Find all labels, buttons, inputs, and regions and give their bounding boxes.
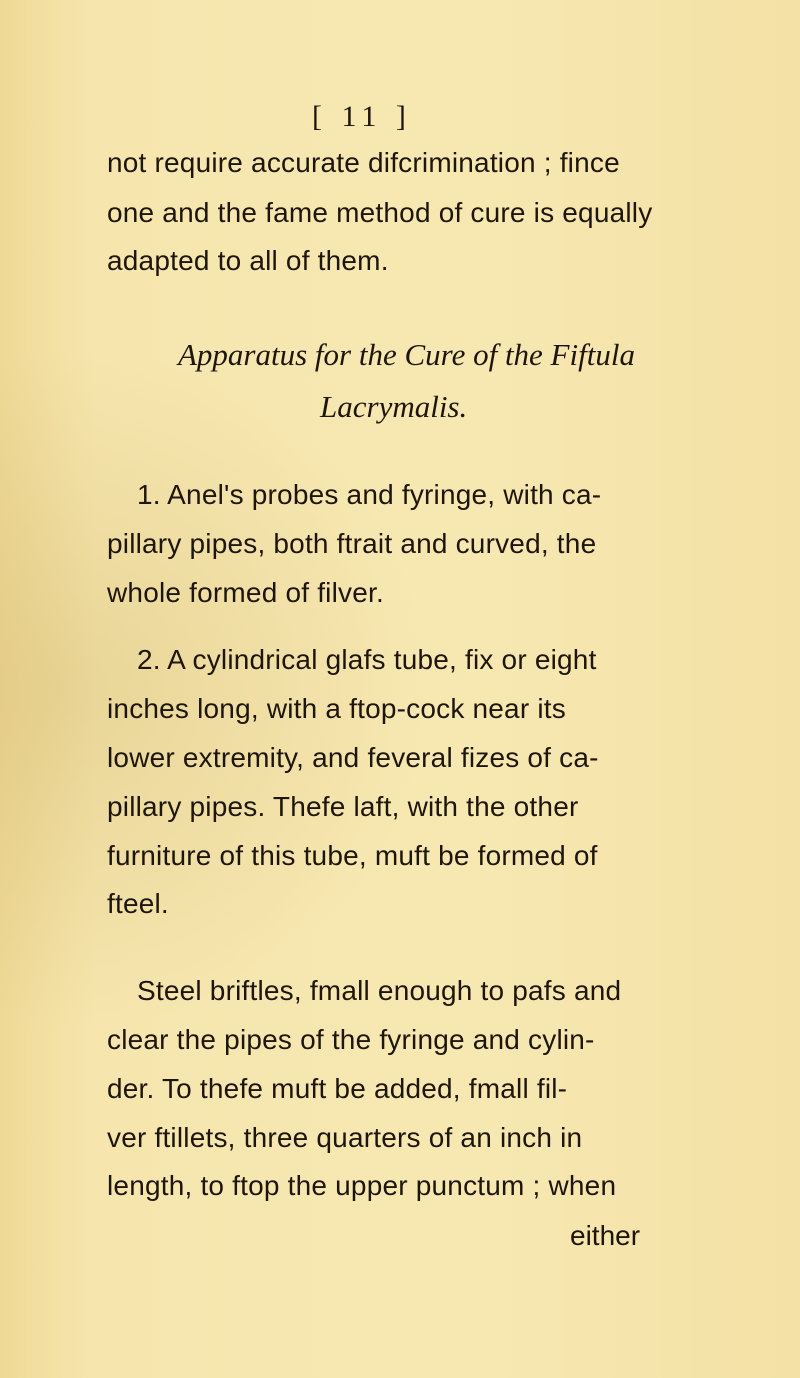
section-heading-line-1: Apparatus for the Cure of the Fiftula: [178, 337, 635, 372]
item-2-line-4: pillary pipes. Thefe laft, with the other: [107, 791, 579, 822]
section-heading-line-2: Lacrymalis.: [320, 389, 468, 424]
intro-line-3: adapted to all of them.: [107, 245, 389, 276]
intro-line-1: not require accurate difcrimination ; fince: [107, 147, 620, 178]
item-3-line-1: Steel briftles, fmall enough to pafs and: [137, 975, 622, 1006]
item-2-line-1: 2. A cylindrical glafs tube, fix or eight: [137, 644, 597, 675]
page-number: [ 11 ]: [312, 100, 412, 133]
item-2-line-6: fteel.: [107, 888, 169, 919]
intro-line-2: one and the fame method of cure is equally: [107, 197, 653, 228]
item-1-line-1: 1. Anel's probes and fyringe, with ca-: [137, 479, 602, 510]
item-3-line-3: der. To thefe muft be added, fmall fil-: [107, 1073, 568, 1104]
item-3-line-2: clear the pipes of the fyringe and cylin-: [107, 1024, 595, 1055]
item-2-line-3: lower extremity, and feveral fizes of ca-: [107, 742, 599, 773]
catchword: either: [570, 1220, 641, 1251]
item-1-line-3: whole formed of filver.: [107, 577, 384, 608]
item-2-line-2: inches long, with a ftop-cock near its: [107, 693, 566, 724]
item-2-line-5: furniture of this tube, muft be formed of: [107, 840, 598, 871]
item-3-line-5: length, to ftop the upper punctum ; when: [107, 1170, 617, 1201]
item-1-line-2: pillary pipes, both ftrait and curved, the: [107, 528, 597, 559]
item-3-line-4: ver ftillets, three quarters of an inch in: [107, 1122, 583, 1153]
